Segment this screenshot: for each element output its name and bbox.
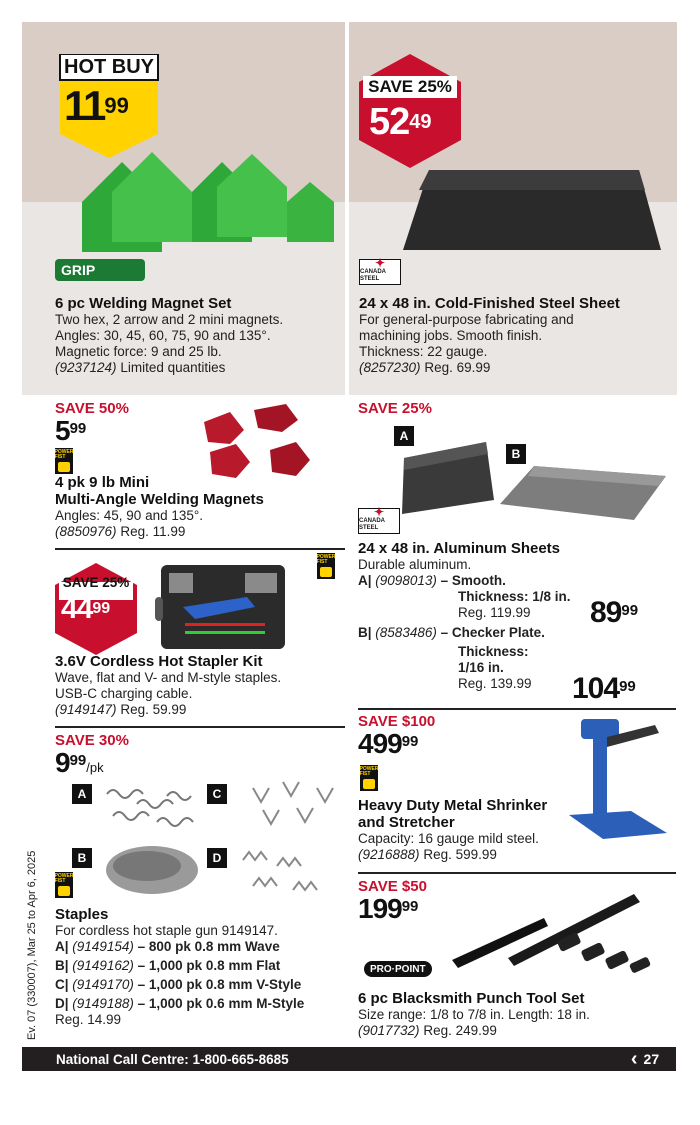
footer-bar	[22, 1047, 676, 1071]
punch-section	[358, 878, 676, 1043]
power-fist-logo: POWER FIST	[317, 553, 335, 579]
variant-line: C| (9149170) – 1,000 pk 0.8 mm V-Style	[55, 977, 302, 992]
wave-staples-image	[97, 782, 207, 838]
stapler-text	[55, 653, 345, 718]
v-staples-image	[233, 778, 343, 838]
punch-text	[358, 990, 676, 1039]
m-staples-image	[233, 846, 343, 906]
price-dollars: 199	[358, 893, 402, 924]
variant-a-price: $89^{99}$	[590, 596, 639, 629]
page-number: 27	[643, 1051, 660, 1067]
sale-price	[369, 102, 432, 142]
save-label: SAVE $50	[358, 878, 427, 895]
sale-price	[61, 593, 110, 625]
product-title: Multi-Angle Welding Magnets	[55, 491, 264, 508]
shrinker-section	[358, 713, 676, 868]
hot-buy-price	[64, 84, 129, 128]
variant-b-thickness: Thickness:	[458, 644, 529, 659]
price-dollars: 499	[358, 728, 402, 759]
product-title: 4 pk 9 lb Mini	[55, 474, 150, 491]
variant-b-thickness: 1/16 in.	[458, 660, 504, 675]
reg-price: Reg. 11.99	[120, 524, 186, 539]
magnet-set-text	[55, 295, 340, 376]
price-unit: /pk	[86, 760, 104, 775]
stapler-section	[55, 553, 345, 723]
variant-badge-b: B	[72, 848, 92, 868]
variant-badge-b: B	[506, 444, 526, 464]
staples-section	[55, 732, 345, 1042]
save-label: SAVE 25%	[368, 77, 452, 96]
edition-side-text: Ev. 07 (330007), Mar 25 to Apr 6, 2025	[26, 850, 38, 1040]
call-centre-text: National Call Centre: 1-800-665-8685	[56, 1051, 289, 1067]
maple-leaf-icon: ✦	[374, 256, 386, 270]
variant-badge-d: D	[207, 848, 227, 868]
chevron-left-icon: ‹	[630, 1048, 638, 1070]
grip-logo	[55, 259, 145, 281]
desc-line: Magnetic force: 9 and 25 lb.	[55, 344, 222, 359]
price-cents: 99	[401, 733, 419, 750]
save-label: SAVE 25%	[358, 400, 432, 417]
mini-magnets-text	[55, 474, 345, 540]
magnet-set-panel	[22, 22, 345, 395]
red-magnets-image	[200, 402, 340, 484]
shrinker-text	[358, 797, 588, 863]
flat-staples-image	[97, 840, 207, 900]
desc-line: Angles: 45, 90 and 135°.	[55, 508, 204, 523]
save-label: SAVE 30%	[55, 732, 129, 749]
reg-price: Reg. 69.99	[424, 360, 491, 375]
desc-line: Wave, flat and V- and M-style staples.	[55, 670, 282, 685]
maple-leaf-icon: ✦	[373, 505, 385, 519]
price-cents: 99	[401, 898, 419, 915]
checker-plate-image	[498, 462, 670, 524]
variant-line: A| (9149154) – 800 pk 0.8 mm Wave	[55, 939, 280, 954]
product-title: 6 pc Blacksmith Punch Tool Set	[358, 990, 585, 1007]
desc-line: Angles: 30, 45, 60, 75, 90 and 135°.	[55, 328, 271, 343]
canada-steel-logo	[358, 505, 400, 534]
desc-line: machining jobs. Smooth finish.	[359, 328, 543, 343]
section-divider	[55, 548, 345, 550]
canada-steel-text: CANADA STEEL	[360, 269, 386, 282]
reg-price: Reg. 249.99	[423, 1023, 497, 1038]
variant-line: D| (9149188) – 1,000 pk 0.6 mm M-Style	[55, 996, 305, 1011]
price-dollars: 44	[61, 592, 93, 625]
save-label: SAVE 25%	[62, 575, 130, 590]
desc-line: Thickness: 22 gauge.	[359, 344, 488, 359]
steel-sheet-image	[399, 162, 669, 262]
section-divider	[358, 708, 676, 710]
sku: (9149147)	[55, 702, 117, 717]
variant-a-thickness: Thickness: 1/8 in.	[458, 589, 571, 604]
section-divider	[55, 726, 345, 728]
price-dollars: 9	[55, 747, 70, 778]
desc-line: For general-purpose fabricating and	[359, 312, 574, 327]
save-label: SAVE 50%	[55, 400, 129, 417]
variant-badge-a: A	[394, 426, 414, 446]
reg-price: Reg. 59.99	[120, 702, 187, 717]
power-fist-logo: POWER FIST	[360, 765, 378, 791]
variant-b-line: B| (8583486) – Checker Plate.	[358, 625, 545, 640]
variant-line: B| (9149162) – 1,000 pk 0.8 mm Flat	[55, 958, 281, 973]
variant-b-price: $104^{99}$	[572, 672, 636, 705]
desc-line: Durable aluminum.	[358, 557, 472, 572]
price-cents: 99	[104, 93, 129, 118]
desc-line: Capacity: 16 gauge mild steel.	[358, 831, 539, 846]
canada-steel-text: CANADA STEEL	[359, 518, 385, 531]
price-dollars: 52	[369, 101, 410, 143]
sku: (9017732)	[358, 1023, 420, 1038]
pro-point-logo	[364, 961, 432, 977]
green-magnets-image	[52, 142, 342, 272]
steel-sheet-panel	[349, 22, 677, 395]
note: Limited quantities	[120, 360, 226, 375]
aluminum-section	[358, 400, 676, 705]
page-number-tab	[614, 1047, 676, 1071]
sku: (9216888)	[358, 847, 420, 862]
variant-badge-a: A	[72, 784, 92, 804]
price-cents: 99	[69, 420, 87, 437]
price-cents: 99	[92, 600, 111, 617]
smooth-aluminum-image	[398, 438, 498, 518]
sku: (8850976)	[55, 524, 117, 539]
reg-price: Reg. 14.99	[55, 1012, 122, 1027]
price-dollars: 5	[55, 415, 70, 446]
section-divider	[358, 872, 676, 874]
product-title: 24 x 48 in. Cold-Finished Steel Sheet	[359, 295, 620, 312]
price-dollars: 11	[64, 82, 105, 129]
price-cents: 49	[409, 111, 432, 133]
product-title: and Stretcher	[358, 814, 455, 831]
desc-line: USB-C charging cable.	[55, 686, 193, 701]
product-title: Heavy Duty Metal Shrinker	[358, 797, 548, 814]
mini-magnets-section	[55, 400, 345, 545]
product-title: 24 x 48 in. Aluminum Sheets	[358, 540, 561, 557]
variant-b-reg: Reg. 139.99	[458, 676, 532, 691]
grip-logo-text: GRIP	[61, 262, 96, 278]
hot-buy-label: HOT BUY	[64, 56, 154, 78]
save-label: SAVE $100	[358, 713, 436, 730]
product-title: 6 pc Welding Magnet Set	[55, 295, 232, 312]
pro-point-text: PRO·POINT	[370, 963, 426, 975]
product-title: Staples	[55, 906, 109, 923]
desc-line: Two hex, 2 arrow and 2 mini magnets.	[55, 312, 284, 327]
reg-price: Reg. 599.99	[423, 847, 497, 862]
stapler-kit-image	[155, 561, 290, 651]
variant-a-reg: Reg. 119.99	[458, 605, 531, 620]
power-fist-logo: POWER FIST	[55, 448, 73, 474]
product-title: 3.6V Cordless Hot Stapler Kit	[55, 653, 263, 670]
power-fist-logo: POWER FIST	[55, 872, 73, 898]
desc-line: Size range: 1/8 to 7/8 in. Length: 18 in.	[358, 1007, 590, 1022]
variant-badge-c: C	[207, 784, 227, 804]
staples-text	[55, 906, 345, 1028]
sku: (8257230)	[359, 360, 421, 375]
desc-line: For cordless hot staple gun 9149147.	[55, 923, 278, 938]
sku: (9237124)	[55, 360, 117, 375]
price-cents: 99	[69, 752, 87, 769]
canada-steel-logo	[359, 256, 401, 285]
variant-a-line: A| (9098013) – Smooth.	[358, 573, 506, 588]
steel-sheet-text	[359, 295, 669, 376]
punch-set-image	[448, 884, 673, 974]
